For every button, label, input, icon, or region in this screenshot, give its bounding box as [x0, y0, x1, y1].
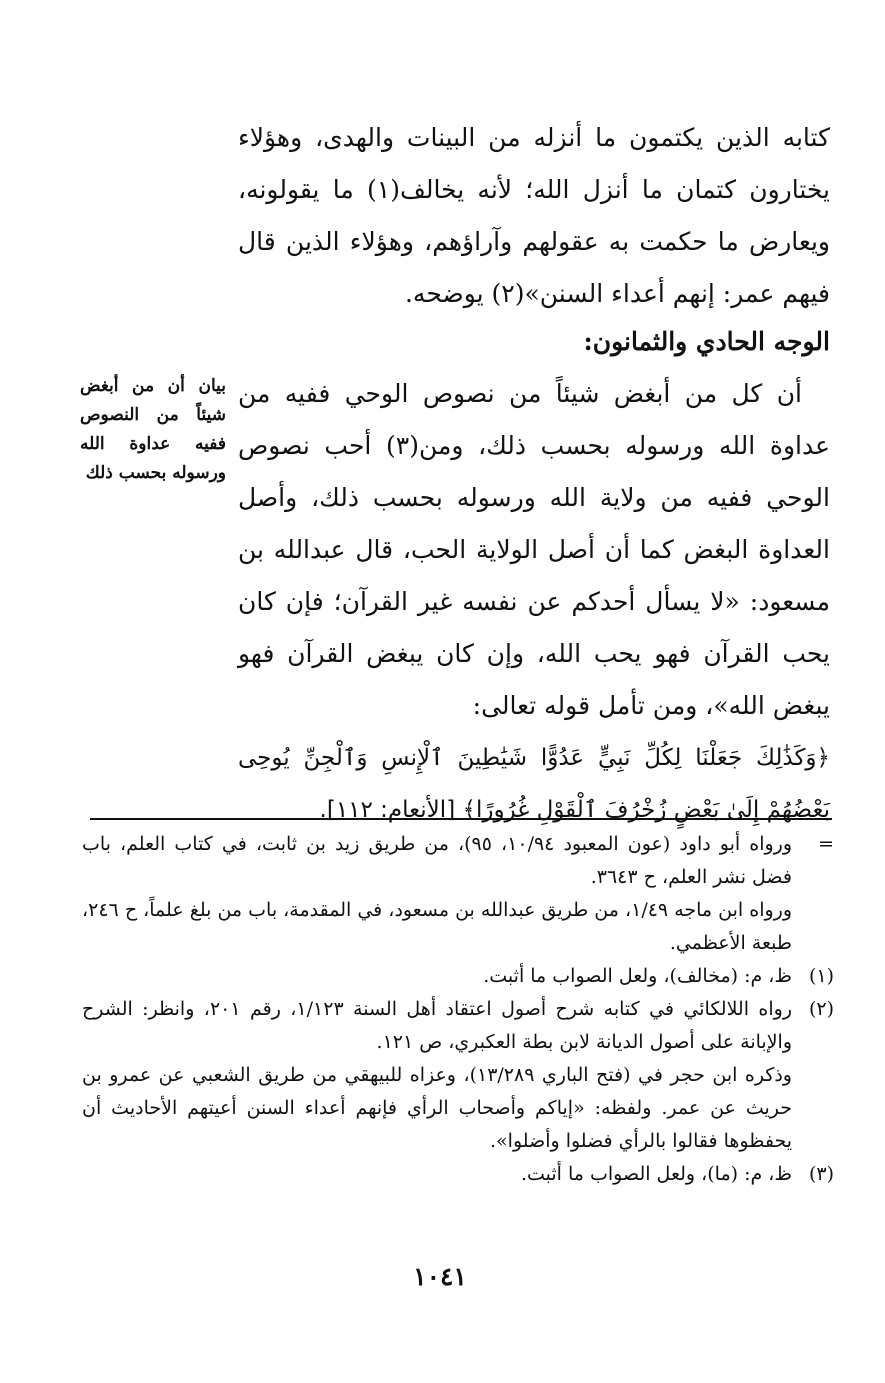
footnote-body	[82, 828, 792, 960]
footnote-text: وذكره ابن حجر في (فتح الباري ١٣/٢٨٩)، وعزاه للبيهقي من طريق الشعبي عن عمرو بن حريث عن عمر. ولفظه: «إياكم وأصحاب الرأي فإنهم أعداء السنن أعيتهم الأحاديث أن يحفظوها فقالوا بالرأي فضلوا وأضلوا».	[82, 1064, 792, 1152]
footnote-body	[82, 993, 792, 1158]
margin-note: بيان أن من أبغض شيئاً من النصوص ففيه عداوة الله ورسوله بحسب ذلك	[80, 376, 226, 483]
paragraph-text-content: أن كل من أبغض شيئاً من نصوص الوحي ففيه من عداوة الله ورسوله بحسب ذلك، ومن(٣) أحب نصوص الوحي ففيه من ولاية الله ورسوله بحسب ذلك، وأصل العداوة البغض كما أن أصل الولاية الحب، قال عبدالله بن مسعود: «لا يسأل أحدكم عن نفسه غير القرآن؛ فإن كان يحب القرآن فهو يحب الله، وإن كان يبغض القرآن فهو يبغض الله»، ومن تأمل قوله تعالى:	[238, 379, 831, 720]
body-paragraph-1	[238, 112, 830, 320]
footnote-continued	[82, 828, 834, 960]
footnotes	[82, 828, 834, 1191]
footnote-marker: (٢)	[808, 998, 834, 1020]
footnote-3	[82, 1158, 834, 1191]
quran-verse: ﴿وَكَذَٰلِكَ جَعَلْنَا لِكُلِّ نَبِيٍّ عَدُوًّا شَيَٰطِينَ ٱلْإِنسِ وَٱلْجِنِّ يُوحِى بَعْضُهُمْ إِلَىٰ بَعْضٍ زُخْرُفَ ٱلْقَوْلِ غُرُورًا﴾ [الأنعام: ١١٢].	[238, 745, 830, 823]
page-number: ١٠٤١	[413, 1262, 467, 1291]
footnote-marker: =	[818, 833, 834, 855]
footnote-body	[82, 960, 792, 993]
footnote-body	[82, 1158, 792, 1191]
body-paragraph-2	[238, 368, 830, 836]
footnote-text: ظ، م: (مخالف)، ولعل الصواب ما أثبت.	[483, 965, 792, 987]
footnote-1	[82, 960, 834, 993]
footnote-text: ظ، م: (ما)، ولعل الصواب ما أثبت.	[520, 1163, 792, 1185]
footnote-divider	[90, 818, 832, 820]
footnote-2	[82, 993, 834, 1158]
footnote-marker: (١)	[808, 965, 834, 987]
footnote-text: رواه اللالكائي في كتابه شرح أصول اعتقاد أهل السنة ١/١٢٣، رقم ٢٠١، وانظر: الشرح والإبانة على أصول الديانة لابن بطة العكبري، ص ١٢١.	[82, 998, 792, 1053]
section-heading: الوجه الحادي والثمانون:	[583, 327, 830, 356]
footnote-marker: (٣)	[808, 1163, 834, 1185]
paragraph-text	[238, 368, 830, 732]
footnote-text: ورواه ابن ماجه ١/٤٩، من طريق عبدالله بن مسعود، في المقدمة، باب من بلغ علماً، ح ٢٤٦، طبعة الأعظمي.	[82, 899, 792, 954]
footnote-text: ورواه أبو داود (عون المعبود ١٠/٩٤، ٩٥)، من طريق زيد بن ثابت، في كتاب العلم، باب فضل نشر العلم، ح ٣٦٤٣.	[82, 833, 792, 888]
paragraph-text: كتابه الذين يكتمون ما أنزله من البينات والهدى، وهؤلاء يختارون كتمان ما أنزل الله؛ لأنه يخالف(١) ما يقولونه، ويعارض ما حكمت به عقولهم وآراؤهم، وهؤلاء الذين قال فيهم عمر: إنهم أعداء السنن»(٢) يوضحه.	[238, 123, 831, 308]
